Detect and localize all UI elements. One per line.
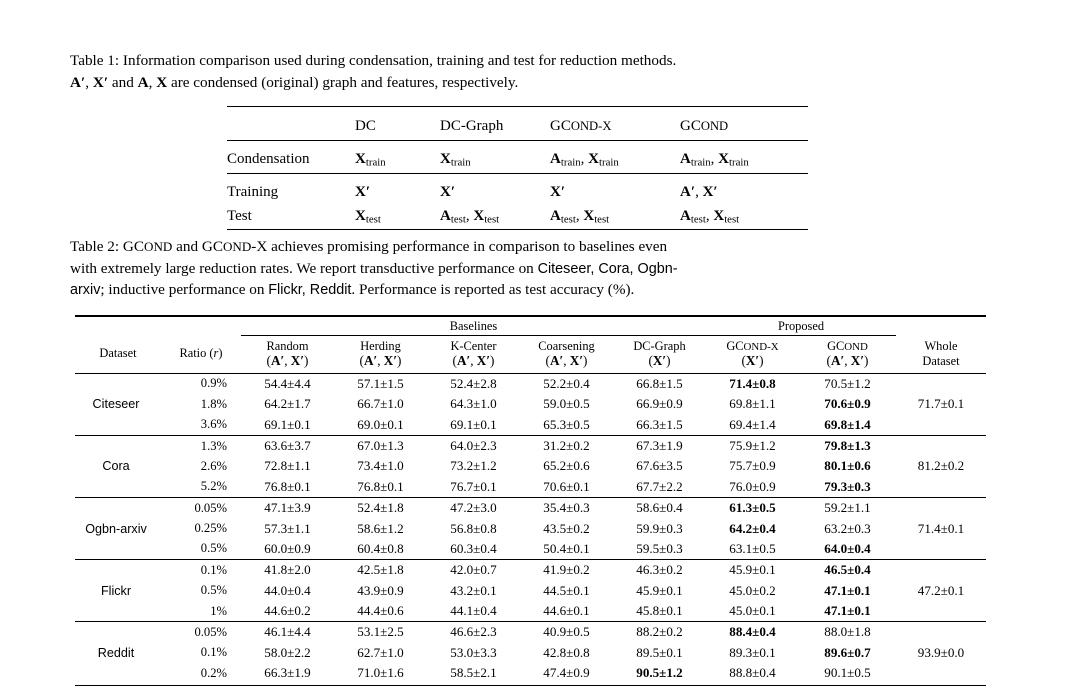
table-row bbox=[75, 456, 986, 476]
accuracy-cell: 40.9±0.5 bbox=[543, 624, 590, 640]
gcx-tail: -X bbox=[598, 119, 612, 134]
accuracy-cell: 79.8±1.3 bbox=[824, 438, 871, 454]
accuracy-cell: 69.4±1.4 bbox=[729, 416, 776, 432]
accuracy-cell: 58.6±0.4 bbox=[636, 500, 683, 516]
table1-row-test bbox=[227, 205, 808, 230]
accuracy-cell: 76.0±0.9 bbox=[729, 478, 776, 494]
col-sub: (A′, X′) bbox=[452, 353, 495, 369]
accuracy-cell: 45.0±0.2 bbox=[729, 582, 776, 598]
cap-datasets: Flickr, Reddit bbox=[268, 282, 352, 299]
accuracy-cell: 71.0±1.6 bbox=[357, 665, 404, 681]
table2-caption bbox=[70, 236, 1010, 301]
accuracy-cell: 60.4±0.8 bbox=[357, 540, 404, 556]
gc-head: GC bbox=[680, 118, 701, 135]
accuracy-cell: 69.8±1.4 bbox=[824, 416, 871, 432]
accuracy-cell: 59.2±1.1 bbox=[824, 500, 871, 516]
table1-cell: $A_{train}$, $X_{train}$ bbox=[550, 151, 619, 169]
accuracy-cell: 71.4±0.8 bbox=[729, 375, 776, 391]
table1-row-label: Training bbox=[227, 183, 279, 200]
col-sub: (X′) bbox=[741, 353, 764, 369]
accuracy-cell: 64.0±0.4 bbox=[824, 540, 871, 556]
col-header-dc-graph: DC-Graph (X′) bbox=[633, 338, 686, 369]
ratio-value: 0.5% bbox=[200, 541, 227, 556]
dataset-name bbox=[75, 663, 161, 683]
whole-dataset-value: 71.7±0.1 bbox=[917, 396, 965, 412]
whole-dataset-value bbox=[896, 663, 986, 683]
table-row bbox=[75, 436, 986, 456]
cap-sc: OND bbox=[222, 239, 252, 254]
accuracy-cell: 64.2±0.4 bbox=[729, 520, 776, 536]
dataset-name bbox=[75, 436, 161, 456]
accuracy-cell: 66.7±1.0 bbox=[357, 396, 404, 412]
accuracy-cell: 52.2±0.4 bbox=[543, 375, 590, 391]
cap-seg: . Performance is reported as test accuracy (%). bbox=[351, 281, 635, 299]
cap-sc: OND bbox=[144, 239, 173, 254]
col-header-dataset: Dataset bbox=[99, 346, 137, 361]
gc-label: GCOND bbox=[827, 338, 868, 353]
table1-col-gcond bbox=[680, 114, 808, 141]
col-header-herding: Herding (A′, X′) bbox=[359, 338, 402, 369]
col-header-ratio: Ratio (r) bbox=[179, 346, 223, 361]
col-header-k-center: K-Center (A′, X′) bbox=[450, 338, 497, 369]
accuracy-cell: 66.3±1.5 bbox=[636, 416, 683, 432]
ratio-value: 0.5% bbox=[200, 583, 227, 598]
dataset-name bbox=[75, 477, 161, 498]
dataset-name bbox=[75, 498, 161, 518]
accuracy-cell: 42.5±1.8 bbox=[357, 562, 404, 578]
whole-dataset-value bbox=[896, 436, 986, 456]
ratio-value: 0.1% bbox=[200, 645, 227, 660]
accuracy-cell: 52.4±1.8 bbox=[357, 500, 404, 516]
accuracy-cell: 47.1±0.1 bbox=[824, 582, 871, 598]
ratio-value: 0.05% bbox=[194, 500, 227, 515]
accuracy-cell: 64.3±1.0 bbox=[450, 396, 497, 412]
accuracy-cell: 65.3±0.5 bbox=[543, 416, 590, 432]
accuracy-cell: 46.5±0.4 bbox=[824, 562, 871, 578]
ratio-value: 1.8% bbox=[200, 396, 227, 411]
accuracy-cell: 41.9±0.2 bbox=[543, 562, 590, 578]
accuracy-cell: 70.5±1.2 bbox=[824, 375, 871, 391]
whole-dataset-value bbox=[896, 477, 986, 498]
accuracy-cell: 72.8±1.1 bbox=[264, 458, 311, 474]
accuracy-cell: 76.8±0.1 bbox=[357, 478, 404, 494]
accuracy-cell: 73.2±1.2 bbox=[450, 458, 497, 474]
whole-dataset-value: 81.2±0.2 bbox=[917, 458, 965, 474]
accuracy-cell: 88.4±0.4 bbox=[729, 624, 776, 640]
table1-section bbox=[70, 50, 1010, 230]
table-row bbox=[75, 498, 986, 518]
cap-datasets: arxiv bbox=[70, 282, 101, 299]
whole-dataset-value bbox=[896, 539, 986, 560]
col-header-random: Random (A′, X′) bbox=[266, 338, 309, 369]
accuracy-cell: 58.6±1.2 bbox=[357, 520, 404, 536]
ratio-value: 3.6% bbox=[200, 417, 227, 432]
whole-dataset-value bbox=[896, 498, 986, 518]
accuracy-cell: 42.0±0.7 bbox=[450, 562, 497, 578]
ratio-value: 0.1% bbox=[200, 562, 227, 577]
cap-seg: with extremely large reduction rates. We report transductive performance on bbox=[70, 259, 538, 277]
accuracy-cell: 60.0±0.9 bbox=[264, 540, 311, 556]
whole-dataset-value: 71.4±0.1 bbox=[917, 520, 965, 536]
accuracy-cell: 56.8±0.8 bbox=[450, 520, 497, 536]
table-row bbox=[75, 415, 986, 436]
accuracy-cell: 75.7±0.9 bbox=[729, 458, 776, 474]
accuracy-cell: 45.0±0.1 bbox=[729, 603, 776, 619]
accuracy-cell: 62.7±1.0 bbox=[357, 644, 404, 660]
col-header-coarsening: Coarsening (A′, X′) bbox=[538, 338, 595, 369]
table1-cell: $A_{test}$, $X_{test}$ bbox=[550, 205, 680, 230]
cap-datasets: Citeseer, Cora, Ogbn- bbox=[537, 260, 678, 277]
accuracy-cell: 59.0±0.5 bbox=[543, 396, 590, 412]
table1-cell: $A_{train}$, $X_{train}$ bbox=[680, 151, 749, 169]
dataset-name bbox=[75, 601, 161, 622]
accuracy-cell: 58.0±2.2 bbox=[264, 644, 311, 660]
accuracy-cell: 90.1±0.5 bbox=[824, 665, 871, 681]
table1-header-blank bbox=[227, 114, 355, 141]
cap-seg: -X achieves promising performance in comparison to baselines even bbox=[251, 238, 668, 255]
col-sub: (A′, X′) bbox=[266, 353, 309, 369]
table1-caption-end: are condensed (original) graph and features, respectively. bbox=[167, 73, 519, 91]
accuracy-cell: 89.3±0.1 bbox=[729, 644, 776, 660]
ratio-value: 0.2% bbox=[200, 665, 227, 680]
accuracy-cell: 63.1±0.5 bbox=[729, 540, 776, 556]
accuracy-cell: 53.1±2.5 bbox=[357, 624, 404, 640]
table1-row-label: Test bbox=[227, 205, 355, 230]
table1-toprule bbox=[227, 107, 808, 115]
accuracy-cell: 67.6±3.5 bbox=[636, 458, 683, 474]
accuracy-cell: 64.0±2.3 bbox=[450, 438, 497, 454]
table1-row-condensation bbox=[227, 148, 808, 173]
whole-dataset-value: 47.2±0.1 bbox=[917, 582, 965, 598]
math-x-prime: X′ bbox=[92, 73, 109, 91]
table-row bbox=[75, 373, 986, 394]
accuracy-cell: 61.3±0.5 bbox=[729, 500, 776, 516]
accuracy-cell: 43.5±0.2 bbox=[543, 520, 590, 536]
accuracy-cell: 67.0±1.3 bbox=[357, 438, 404, 454]
table1-cell: X′ bbox=[550, 183, 566, 200]
accuracy-cell: 47.1±3.9 bbox=[264, 500, 311, 516]
table-row bbox=[75, 622, 986, 642]
accuracy-cell: 88.8±0.4 bbox=[729, 665, 776, 681]
table1-midrule-2 bbox=[227, 173, 808, 181]
table2-botrule bbox=[75, 683, 986, 686]
accuracy-cell: 65.2±0.6 bbox=[543, 458, 590, 474]
accuracy-cell: 90.5±1.2 bbox=[636, 665, 683, 681]
gcx-label: GCOND-X bbox=[726, 338, 779, 353]
accuracy-cell: 42.8±0.8 bbox=[543, 644, 590, 660]
accuracy-cell: 43.9±0.9 bbox=[357, 582, 404, 598]
table1-row-training bbox=[227, 181, 808, 205]
accuracy-cell: 63.2±0.3 bbox=[824, 520, 871, 536]
table-row bbox=[75, 601, 986, 622]
accuracy-cell: 53.0±3.3 bbox=[450, 644, 497, 660]
table1-col-gcond-x bbox=[550, 114, 680, 141]
col-sub: (X′) bbox=[648, 353, 671, 369]
whole-dataset-value bbox=[896, 415, 986, 436]
accuracy-cell: 60.3±0.4 bbox=[450, 540, 497, 556]
accuracy-cell: 47.2±3.0 bbox=[450, 500, 497, 516]
table1-cell: $X_{test}$ bbox=[355, 205, 440, 230]
table1-header-row bbox=[227, 114, 808, 141]
gcx-smallcaps: OND bbox=[570, 119, 599, 134]
accuracy-cell: 79.3±0.3 bbox=[824, 478, 871, 494]
table1-cell: X′ bbox=[440, 183, 456, 200]
accuracy-cell: 41.8±2.0 bbox=[264, 562, 311, 578]
dataset-name: Ogbn-arxiv bbox=[85, 521, 147, 536]
accuracy-cell: 69.8±1.1 bbox=[729, 396, 776, 412]
accuracy-cell: 88.2±0.2 bbox=[636, 624, 683, 640]
accuracy-cell: 76.7±0.1 bbox=[450, 478, 497, 494]
accuracy-cell: 89.5±0.1 bbox=[636, 644, 683, 660]
whole-dataset-value bbox=[896, 622, 986, 642]
table1-caption bbox=[70, 50, 1010, 93]
math-a-prime: A′ bbox=[70, 73, 86, 91]
table-row bbox=[75, 643, 986, 663]
table1-cell: $X_{train}$ bbox=[355, 151, 386, 169]
table2-column-header-row bbox=[75, 335, 986, 373]
whole-dataset-value bbox=[896, 373, 986, 394]
accuracy-cell: 67.3±1.9 bbox=[636, 438, 683, 454]
accuracy-cell: 67.7±2.2 bbox=[636, 478, 683, 494]
accuracy-cell: 45.8±0.1 bbox=[636, 603, 683, 619]
table1-caption-mid: and bbox=[108, 73, 138, 91]
whole-dataset-value: 93.9±0.0 bbox=[917, 644, 965, 660]
table-row bbox=[75, 394, 986, 414]
accuracy-cell: 69.1±0.1 bbox=[450, 416, 497, 432]
table1-cell: $A_{test}$, $X_{test}$ bbox=[440, 205, 550, 230]
accuracy-cell: 58.5±2.1 bbox=[450, 665, 497, 681]
gc-smallcaps: OND bbox=[700, 119, 729, 134]
ratio-value: 1% bbox=[210, 603, 227, 618]
ratio-value: 0.9% bbox=[200, 376, 227, 391]
accuracy-cell: 57.1±1.5 bbox=[357, 375, 404, 391]
accuracy-cell: 52.4±2.8 bbox=[450, 375, 497, 391]
accuracy-cell: 80.1±0.6 bbox=[824, 458, 871, 474]
accuracy-cell: 50.4±0.1 bbox=[543, 540, 590, 556]
accuracy-cell: 46.1±4.4 bbox=[264, 624, 311, 640]
comma-1: , bbox=[85, 73, 93, 91]
dataset-name: Cora bbox=[102, 459, 130, 474]
table-row bbox=[75, 477, 986, 498]
accuracy-cell: 88.0±1.8 bbox=[824, 624, 871, 640]
accuracy-cell: 44.6±0.1 bbox=[543, 603, 590, 619]
accuracy-cell: 66.9±0.9 bbox=[636, 396, 683, 412]
col-sub: (A′, X′) bbox=[545, 353, 588, 369]
table2 bbox=[75, 315, 986, 687]
accuracy-cell: 66.3±1.9 bbox=[264, 665, 311, 681]
accuracy-cell: 44.1±0.4 bbox=[450, 603, 497, 619]
ratio-value: 1.3% bbox=[200, 438, 227, 453]
dataset-name: Citeseer bbox=[92, 397, 140, 412]
col-header-whole-dataset: Whole Dataset bbox=[922, 339, 960, 368]
dataset-name bbox=[75, 560, 161, 580]
accuracy-cell: 35.4±0.3 bbox=[543, 500, 590, 516]
accuracy-cell: 44.5±0.1 bbox=[543, 582, 590, 598]
accuracy-cell: 44.4±0.6 bbox=[357, 603, 404, 619]
table2-caption-prefix: Table 2: bbox=[70, 238, 120, 255]
ratio-value: 5.2% bbox=[200, 479, 227, 494]
accuracy-cell: 70.6±0.9 bbox=[824, 396, 871, 412]
ratio-value: 2.6% bbox=[200, 458, 227, 473]
accuracy-cell: 63.6±3.7 bbox=[264, 438, 311, 454]
table2-group-header-row bbox=[75, 317, 986, 335]
accuracy-cell: 59.9±0.3 bbox=[636, 520, 683, 536]
whole-dataset-value bbox=[896, 601, 986, 622]
cap-seg: ; inductive performance on bbox=[100, 281, 269, 299]
table1-row-label: Condensation bbox=[227, 151, 310, 168]
table1-col-dc-graph: DC-Graph bbox=[440, 118, 504, 135]
table-row bbox=[75, 560, 986, 580]
accuracy-cell: 75.9±1.2 bbox=[729, 438, 776, 454]
dataset-name bbox=[75, 622, 161, 642]
accuracy-cell: 73.4±1.0 bbox=[357, 458, 404, 474]
accuracy-cell: 57.3±1.1 bbox=[264, 520, 311, 536]
cap-seg: GC bbox=[119, 238, 145, 255]
dataset-name bbox=[75, 415, 161, 436]
table1-cell: $X_{train}$ bbox=[440, 151, 471, 169]
accuracy-cell: 64.2±1.7 bbox=[264, 396, 311, 412]
accuracy-cell: 54.4±4.4 bbox=[264, 375, 311, 391]
group-header-baselines: Baselines bbox=[449, 318, 498, 333]
accuracy-cell: 69.0±0.1 bbox=[357, 416, 404, 432]
accuracy-cell: 69.1±0.1 bbox=[264, 416, 311, 432]
accuracy-cell: 43.2±0.1 bbox=[450, 582, 497, 598]
accuracy-cell: 59.5±0.3 bbox=[636, 540, 683, 556]
table1-caption-prefix: Table 1: bbox=[70, 52, 120, 69]
accuracy-cell: 89.6±0.7 bbox=[824, 644, 871, 660]
table1 bbox=[227, 106, 808, 230]
accuracy-cell: 70.6±0.1 bbox=[543, 478, 590, 494]
gcx-head: GC bbox=[550, 118, 571, 135]
col-sub: (A′, X′) bbox=[826, 353, 869, 369]
accuracy-cell: 47.4±0.9 bbox=[543, 665, 590, 681]
table1-cell: X′ bbox=[355, 183, 371, 200]
dataset-name: Flickr bbox=[100, 583, 132, 598]
table2-section bbox=[70, 236, 1010, 686]
table-row bbox=[75, 581, 986, 601]
accuracy-cell: 44.0±0.4 bbox=[264, 582, 311, 598]
accuracy-cell: 31.2±0.2 bbox=[543, 438, 590, 454]
dataset-name: Reddit bbox=[97, 645, 135, 660]
dataset-name bbox=[75, 539, 161, 560]
table1-cell: A′, X′ bbox=[680, 183, 718, 200]
ratio-value: 0.05% bbox=[194, 624, 227, 639]
accuracy-cell: 47.1±0.1 bbox=[824, 603, 871, 619]
accuracy-cell: 46.3±0.2 bbox=[636, 562, 683, 578]
col-header-gcond bbox=[799, 335, 896, 373]
accuracy-cell: 44.6±0.2 bbox=[264, 603, 311, 619]
accuracy-cell: 45.9±0.1 bbox=[729, 562, 776, 578]
accuracy-cell: 46.6±2.3 bbox=[450, 624, 497, 640]
math-x: X bbox=[156, 73, 168, 91]
table1-caption-text: Information comparison used during condensation, training and test for reduction methods. bbox=[119, 52, 677, 69]
table2-body bbox=[75, 373, 986, 683]
table1-col-dc: DC bbox=[355, 118, 376, 135]
table-row bbox=[75, 663, 986, 683]
col-sub: (A′, X′) bbox=[359, 353, 402, 369]
accuracy-cell: 45.9±0.1 bbox=[636, 582, 683, 598]
col-header-gcond-x bbox=[706, 335, 799, 373]
table1-cell: $A_{test}$, $X_{test}$ bbox=[680, 205, 808, 230]
cap-seg: and GC bbox=[172, 238, 223, 255]
accuracy-cell: 66.8±1.5 bbox=[636, 375, 683, 391]
table1-midrule-1 bbox=[227, 141, 808, 149]
dataset-name bbox=[75, 373, 161, 394]
table-row bbox=[75, 518, 986, 538]
table-row bbox=[75, 539, 986, 560]
comma-2: , bbox=[148, 73, 157, 91]
ratio-value: 0.25% bbox=[194, 521, 227, 536]
group-header-proposed: Proposed bbox=[777, 318, 825, 333]
accuracy-cell: 76.8±0.1 bbox=[264, 478, 311, 494]
math-a: A bbox=[137, 73, 149, 91]
whole-dataset-value bbox=[896, 560, 986, 580]
